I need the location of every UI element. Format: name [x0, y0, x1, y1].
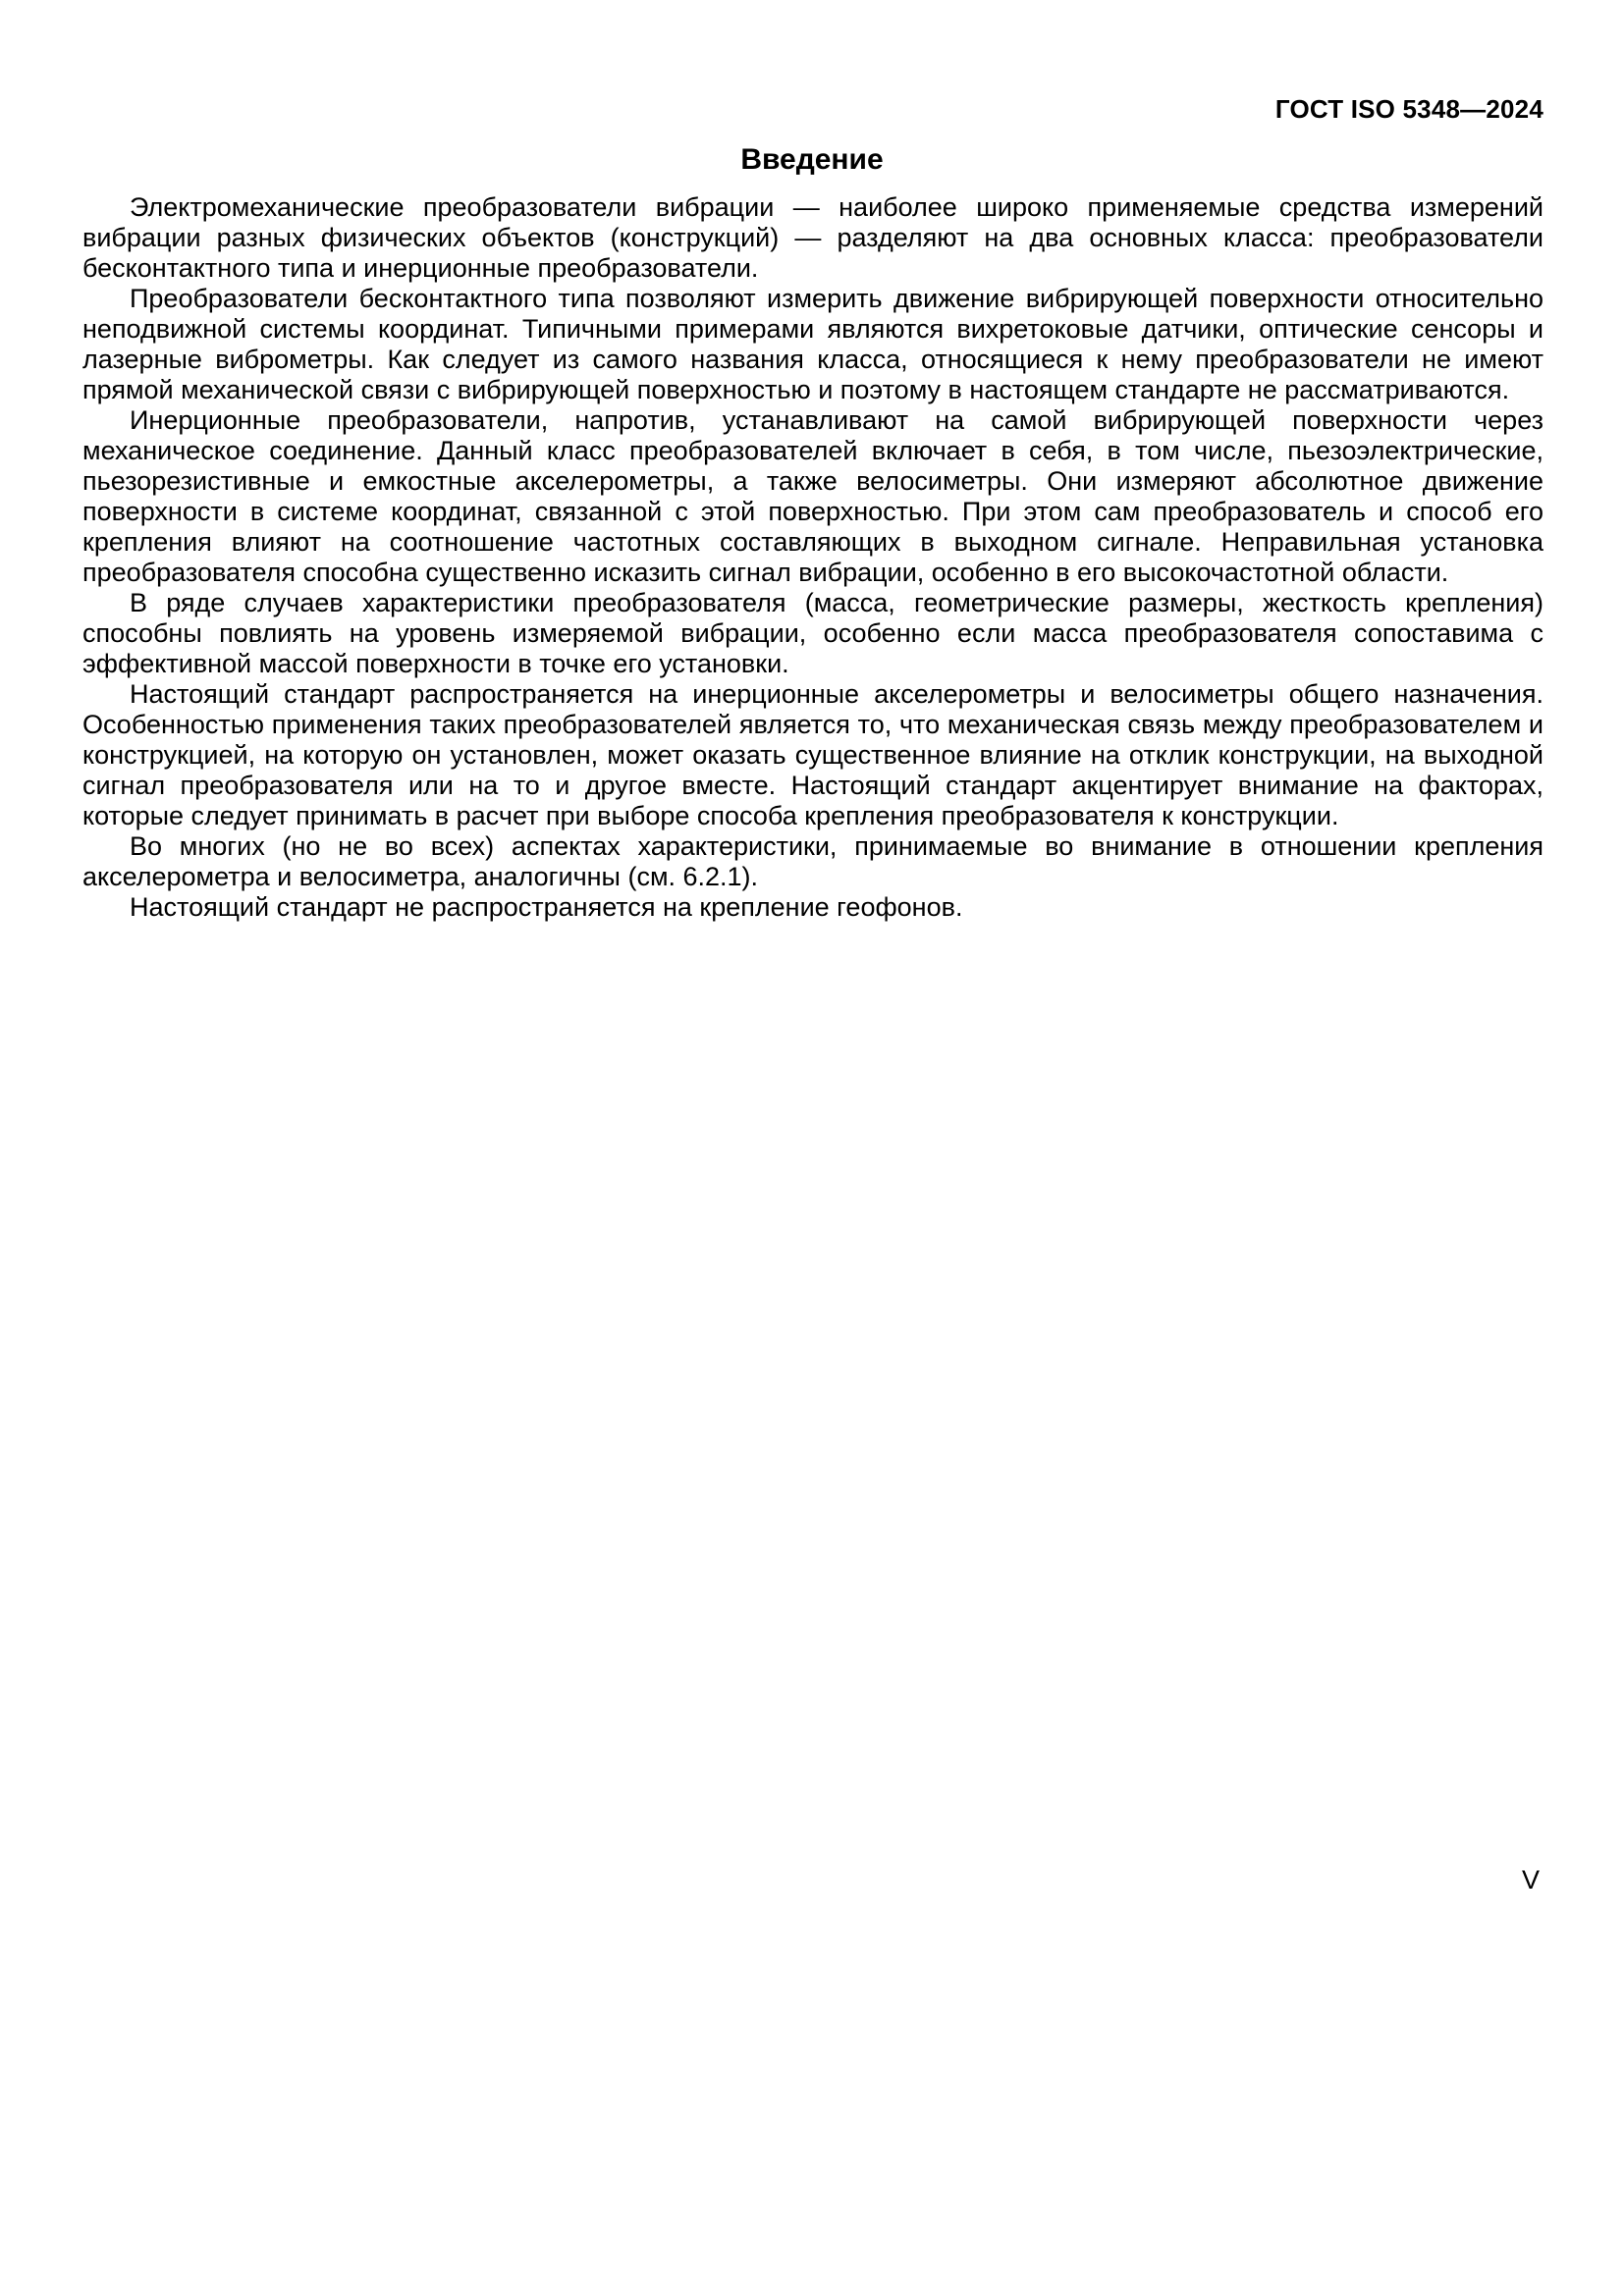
page-number: V: [1521, 1865, 1540, 1895]
body-text: [82, 192, 1543, 923]
paragraph: Во многих (но не во всех) аспектах характеристики, принимаемые во внимание в отношении крепления акселерометра и велосиметра, аналогичны (см. 6.2.1).: [82, 831, 1543, 891]
document-code: ГОСТ ISO 5348—2024: [1274, 94, 1543, 124]
paragraph: Инерционные преобразователи, напротив, устанавливают на самой вибрирующей поверхности через механическое соединение. Данный класс преобразователей включает в себя, в том числе, пьезоэлектрические, пьезорезистивные и емкостные акселерометры, а также велосиметры. Они измеряют абсолютное движение поверхности в системе координат, связанной с этой поверхностью. При этом сам преобразователь и способ его крепления влияют на соотношение частотных составляющих в выходном сигнале. Неправильная установка преобразователя способна существенно исказить сигнал вибрации, особенно в его высокочастотной области.: [82, 405, 1543, 587]
paragraph: Настоящий стандарт распространяется на инерционные акселерометры и велосиметры общего назначения. Особенностью применения таких преобразователей является то, что механическая связь между преобразователем и конструкцией, на которую он установлен, может оказать существенное влияние на отклик конструкции, на выходной сигнал преобразователя или на то и другое вместе. Настоящий стандарт акцентирует внимание на факторах, которые следует принимать в расчет при выборе способа крепления преобразователя к конструкции.: [82, 679, 1543, 830]
section-title: Введение: [740, 143, 884, 176]
paragraph: Электромеханические преобразователи вибрации — наиболее широко применяемые средства измерений вибрации разных физических объектов (конструкций) — разделяют на два основных класса: преобразователи бесконтактного типа и инерционные преобразователи.: [82, 192, 1543, 283]
paragraph: Настоящий стандарт не распространяется на крепление геофонов.: [130, 892, 963, 922]
paragraph: Преобразователи бесконтактного типа позволяют измерить движение вибрирующей поверхности относительно неподвижной системы координат. Типичными примерами являются вихретоковые датчики, оптические сенсоры и лазерные виброметры. Как следует из самого названия класса, относящиеся к нему преобразователи не имеют прямой механической связи с вибрирующей поверхностью и поэтому в настоящем стандарте не рассматриваются.: [82, 284, 1543, 404]
paragraph: В ряде случаев характеристики преобразователя (масса, геометрические размеры, жесткость крепления) способны повлиять на уровень измеряемой вибрации, особенно если масса преобразователя сопоставима с эффективной массой поверхности в точке его установки.: [82, 588, 1543, 678]
